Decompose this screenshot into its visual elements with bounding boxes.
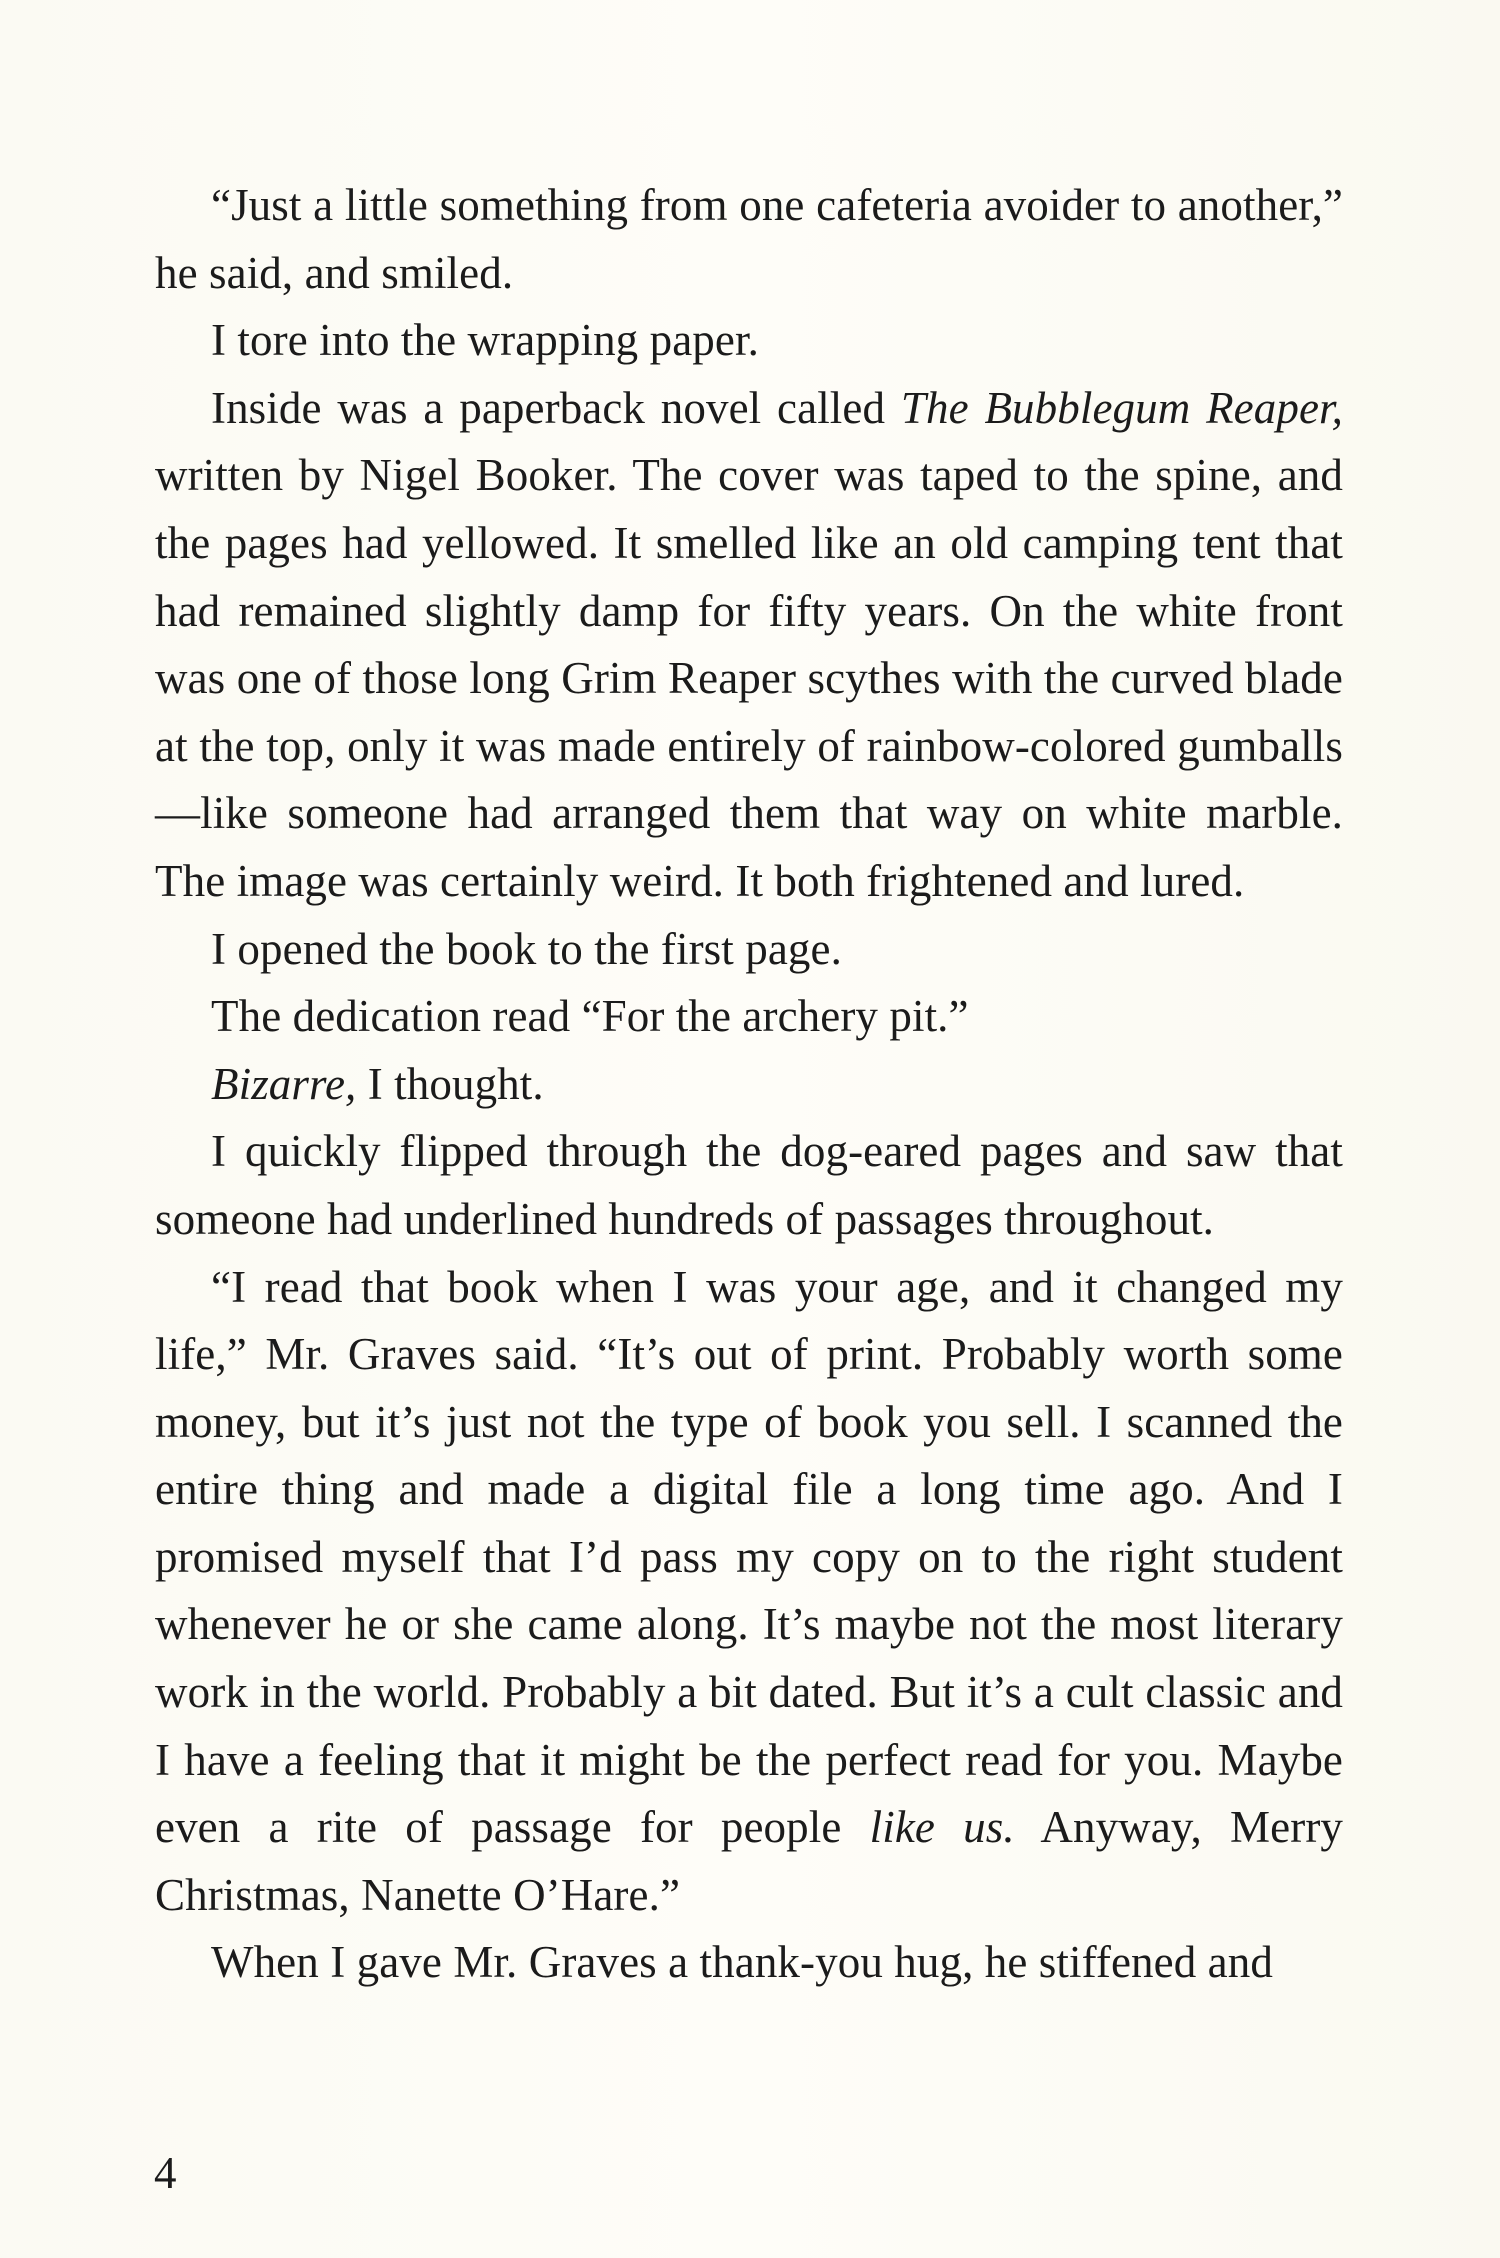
paragraph-text: Inside was a paperback novel called xyxy=(211,382,901,433)
paragraph-text: “Just a little something from one cafeteria avoider to another,” he said, and smiled. xyxy=(155,180,1343,298)
paragraph xyxy=(155,1118,1343,1253)
paragraph xyxy=(155,1929,1343,1997)
paragraph-text: When I gave Mr. Graves a thank-you hug, he stiffened and xyxy=(211,1937,1273,1988)
paragraph xyxy=(155,1254,1343,1930)
paragraph-text: Anyway, Merry Christmas, Nanette O’Hare.” xyxy=(155,1802,1344,1920)
paragraph xyxy=(155,375,1343,916)
paragraph xyxy=(155,916,1343,984)
paragraph xyxy=(155,172,1343,307)
paragraph-text: I opened the book to the first page. xyxy=(211,923,842,974)
paragraph-text: written by Nigel Booker. The cover was taped to the spine, and the pages had yellowed. It smelled like an old camping tent that had remained slightly damp for fifty years. On the white front was one of those long Grim Reaper scythes with the curved blade at the top, only it was made entirely of rainbow-colored gumballs—like someone had arranged them that way on white marble. The image was certainly weird. It both frightened and lured. xyxy=(155,450,1343,906)
page-number: 4 xyxy=(154,2148,177,2198)
emphasis-text: like us. xyxy=(869,1802,1015,1853)
paragraph-text: I thought. xyxy=(356,1058,544,1109)
book-title: The Bubblegum Reaper, xyxy=(900,382,1343,433)
paragraph-text: I quickly flipped through the dog-eared pages and saw that someone had underlined hundreds of passages throughout. xyxy=(155,1126,1343,1244)
paragraph xyxy=(155,983,1343,1051)
italic-thought: Bizarre, xyxy=(211,1058,357,1109)
body-text xyxy=(155,172,1343,1997)
paragraph-text: The dedication read “For the archery pit.” xyxy=(211,991,969,1042)
paragraph xyxy=(155,307,1343,375)
paragraph-text: “I read that book when I was your age, and it changed my life,” Mr. Graves said. “It’s out of print. Probably worth some money, but it’s just not the type of book you sell. I scanned the entire thing and made a digital file a long time ago. And I promised myself that I’d pass my copy on to the right student whenever he or she came along. It’s maybe not the most literary work in the world. Probably a bit dated. But it’s a cult classic and I have a feeling that it might be the perfect read for you. Maybe even a rite of passage for people xyxy=(155,1261,1343,1853)
paragraph xyxy=(155,1051,1343,1119)
paragraph-text: I tore into the wrapping paper. xyxy=(211,315,759,366)
